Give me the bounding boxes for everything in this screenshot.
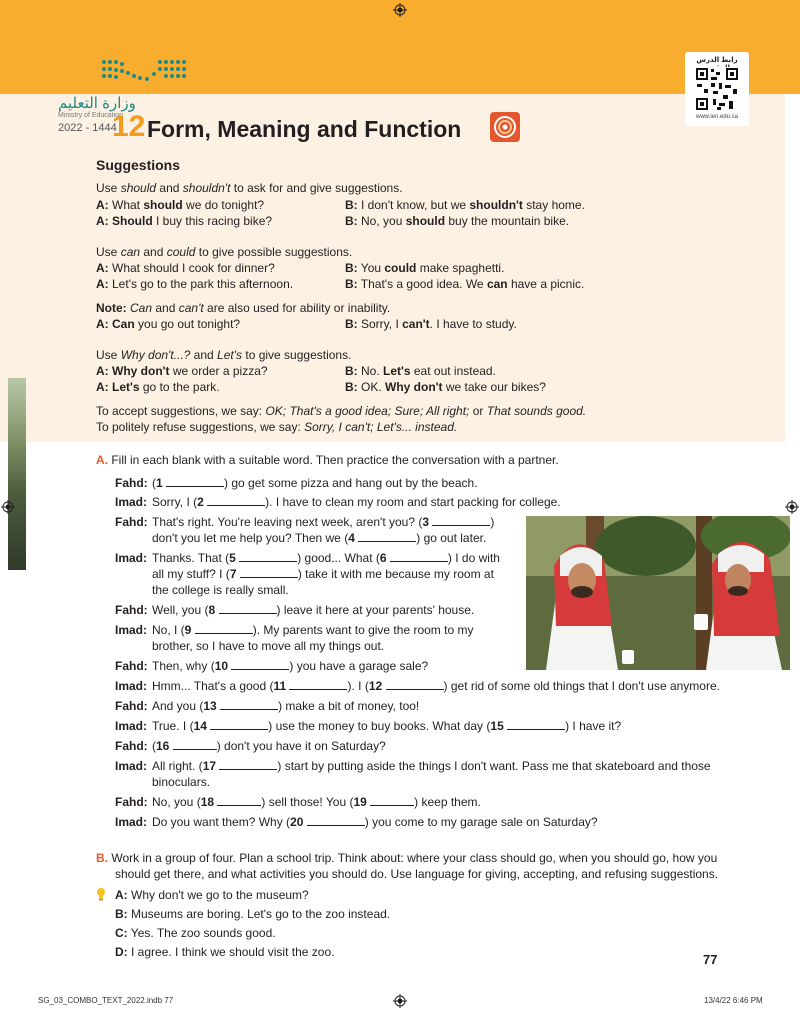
blank-number: 14 xyxy=(193,719,207,733)
example-line xyxy=(115,907,390,922)
dialogue-text: binoculars. xyxy=(152,775,211,789)
example-line xyxy=(115,926,276,941)
dialogue-text: leave it here at your parents' house. xyxy=(280,603,475,617)
dialogue-text: ) xyxy=(490,515,495,529)
dialogue-text: take it with me because my room at xyxy=(301,567,494,581)
dialogue-text: go out later. xyxy=(420,531,487,545)
dialogue-line xyxy=(152,658,428,674)
blank-number: 4 xyxy=(348,531,355,545)
dialogue-line xyxy=(152,622,473,638)
digital-resource-icon[interactable] xyxy=(490,112,520,142)
dialogue-text: ) xyxy=(261,795,266,809)
edition-year: 2022 - 1444 xyxy=(58,122,117,134)
ministry-english-name: Ministry of Education xyxy=(58,112,123,119)
example-a: A: Why don't we order a pizza? xyxy=(96,364,268,378)
edge-photo-strip xyxy=(8,378,26,570)
dialogue-text: ) xyxy=(565,719,570,733)
registration-mark-icon xyxy=(393,3,407,17)
dialogue-line xyxy=(152,678,720,694)
dialogue-text: No, I ( xyxy=(152,623,185,637)
speaker-label: Fahd: xyxy=(115,795,148,809)
dialogue-text: you come to my garage sale on Saturday? xyxy=(368,815,598,829)
speaker-label: D: xyxy=(115,945,128,959)
answer-blank[interactable] xyxy=(217,795,261,806)
dialogue-line xyxy=(152,566,494,582)
dialogue-text: ) xyxy=(216,739,221,753)
dialogue-text: Do you want them? Why ( xyxy=(152,815,291,829)
answer-blank[interactable] xyxy=(210,719,268,730)
dialogue-text: Well, you ( xyxy=(152,603,209,617)
dialogue-line xyxy=(152,774,210,790)
answer-blank[interactable] xyxy=(390,551,448,562)
blank-number: 9 xyxy=(184,623,192,637)
answer-blank[interactable] xyxy=(370,795,414,806)
dialogue-line xyxy=(152,514,494,530)
ministry-arabic-name: وزارة التعليم xyxy=(58,95,136,112)
dialogue-line xyxy=(152,550,500,566)
answer-blank[interactable] xyxy=(307,815,365,826)
registration-mark-icon xyxy=(393,994,407,1008)
example-a: A: What should I cook for dinner? xyxy=(96,261,275,275)
dialogue-text: sell those! You ( xyxy=(265,795,354,809)
dialogue-text: Then, why ( xyxy=(152,659,215,673)
answer-blank[interactable] xyxy=(207,495,265,506)
dialogue-line xyxy=(152,582,289,598)
dialogue-text: ) xyxy=(297,567,302,581)
dialogue-text: ) xyxy=(443,679,448,693)
dialogue-text: ) xyxy=(414,795,419,809)
speaker-label: Fahd: xyxy=(115,603,148,617)
answer-blank[interactable] xyxy=(173,739,217,750)
qr-code-panel[interactable] xyxy=(685,52,749,126)
dialogue-line xyxy=(152,814,598,830)
dialogue-text: ) xyxy=(276,603,281,617)
example-b: B: You could make spaghetti. xyxy=(345,261,505,275)
dialogue-text: don't you let me help you? Then we ( xyxy=(152,531,349,545)
photo-two-men-talking xyxy=(526,516,790,670)
dialogue-text: And you ( xyxy=(152,699,204,713)
dialogue-text: ) xyxy=(224,476,229,490)
answer-blank[interactable] xyxy=(195,623,253,634)
dialogue-text: No, you ( xyxy=(152,795,201,809)
blank-number: 13 xyxy=(203,699,217,713)
dialogue-line xyxy=(152,638,384,654)
speaker-label: C: xyxy=(115,926,128,940)
dialogue-line xyxy=(152,494,561,510)
example-a: A: Can you go out tonight? xyxy=(96,317,241,331)
exercise-b-instruction: B. Work in a group of four. Plan a school trip. Think about: where your class should go, when you should go, how you xyxy=(96,851,718,865)
blank-number: 16 xyxy=(156,739,170,753)
dialogue-text: All right. ( xyxy=(152,759,203,773)
speaker-label: Fahd: xyxy=(115,739,148,753)
answer-blank[interactable] xyxy=(358,531,416,542)
dialogue-text: ) xyxy=(278,699,283,713)
dialogue-text: the college is really small. xyxy=(152,583,289,597)
dialogue-text: ( xyxy=(152,476,156,490)
example-line xyxy=(115,945,334,960)
dialogue-text: go get some pizza and hang out by the beach. xyxy=(228,476,478,490)
blank-number: 5 xyxy=(229,551,236,565)
dialogue-text: make a bit of money, too! xyxy=(282,699,420,713)
blank-number: 6 xyxy=(379,551,387,565)
footer-file: SG_03_COMBO_TEXT_2022.indb 77 xyxy=(38,996,174,1005)
speaker-label: Imad: xyxy=(115,623,148,637)
dialogue-text: I have it? xyxy=(569,719,622,733)
dialogue-line xyxy=(152,718,621,734)
dialogue-text: . I have to clean my room and start packing for college. xyxy=(269,495,561,509)
dialogue-line xyxy=(152,758,711,774)
dialogue-text: ) xyxy=(416,531,421,545)
registration-mark-icon xyxy=(785,500,799,514)
exercise-a-instruction: A. Fill in each blank with a suitable word. Then practice the conversation with a partner. xyxy=(96,453,559,467)
speaker-label: Fahd: xyxy=(115,699,148,713)
blank-number: 19 xyxy=(353,795,367,809)
example-a: A: What should we do tonight? xyxy=(96,198,265,212)
speaker-label: Imad: xyxy=(115,719,148,733)
rule-can-could: Use can and could to give possible suggestions. xyxy=(96,245,353,259)
dialogue-text: all my stuff? I ( xyxy=(152,567,230,581)
example-b: B: OK. Why don't we take our bikes? xyxy=(345,380,546,394)
example-b: B: No, you should buy the mountain bike. xyxy=(345,214,570,228)
blank-number: 10 xyxy=(214,659,229,673)
dialogue-text: ) xyxy=(297,551,302,565)
blank-number: 2 xyxy=(197,495,204,509)
answer-blank[interactable] xyxy=(507,719,565,730)
dialogue-text: keep them. xyxy=(418,795,481,809)
dialogue-text: ) xyxy=(347,679,352,693)
dialogue-text: Thanks. That ( xyxy=(152,551,230,565)
answer-blank[interactable] xyxy=(219,603,277,614)
page-title: Form, Meaning and Function xyxy=(147,116,462,142)
speaker-label: Fahd: xyxy=(115,659,148,673)
dialogue-text: ) xyxy=(252,623,257,637)
dialogue-text: ( xyxy=(152,739,156,753)
dialogue-text: That's right. You're leaving next week, aren't you? ( xyxy=(152,515,423,529)
answer-blank[interactable] xyxy=(220,699,278,710)
answer-blank[interactable] xyxy=(240,567,298,578)
answer-blank[interactable] xyxy=(289,679,347,690)
dialogue-text: I do with xyxy=(451,551,500,565)
dialogue-line xyxy=(152,698,419,714)
footer-date: 13/4/22 6:46 PM xyxy=(704,996,763,1005)
speaker-label: Imad: xyxy=(115,815,148,829)
blank-number: 3 xyxy=(422,515,430,529)
example-b: B: I don't know, but we shouldn't stay home. xyxy=(345,198,585,212)
blank-number: 15 xyxy=(490,719,504,733)
dialogue-text: ) xyxy=(277,759,282,773)
example-b: B: That's a good idea. We can have a picnic. xyxy=(345,277,585,291)
dialogue-text: ) xyxy=(447,551,452,565)
qr-url: www.ien.edu.sa xyxy=(695,114,739,120)
dialogue-text: . My parents want to give the room to my xyxy=(256,623,474,637)
blank-number: 1 xyxy=(156,476,163,490)
blank-number: 11 xyxy=(273,679,287,693)
ministry-logo-icon xyxy=(100,56,190,86)
dialogue-text: get rid of some old things that I don't use anymore. xyxy=(447,679,720,693)
unit-number: 12 xyxy=(112,110,146,143)
answer-blank[interactable] xyxy=(386,679,444,690)
dialogue-line xyxy=(152,475,478,491)
dialogue-text: start by putting aside the things I don't want. Pass me that skateboard and those xyxy=(281,759,711,773)
speaker-label: A: xyxy=(115,888,128,902)
dialogue-text: brother, so I have to move all my things out. xyxy=(152,639,385,653)
speaker-label: Imad: xyxy=(115,679,148,693)
dialogue-line xyxy=(152,794,481,810)
qr-label: رابط الدرس xyxy=(696,57,738,64)
example-b: B: No. Let's eat out instead. xyxy=(345,364,496,378)
qr-code-icon[interactable] xyxy=(695,67,739,111)
example-a: A: Should I buy this racing bike? xyxy=(96,214,273,228)
speaker-label: Imad: xyxy=(115,551,148,565)
blank-number: 17 xyxy=(202,759,217,773)
speaker-label: Fahd: xyxy=(115,476,148,490)
speaker-label: Fahd: xyxy=(115,515,148,529)
dialogue-text: Sorry, I ( xyxy=(152,495,198,509)
registration-mark-icon xyxy=(1,500,15,514)
blank-number: 20 xyxy=(290,815,304,829)
blank-number: 7 xyxy=(229,567,237,581)
accept-note: To accept suggestions, we say: OK; That's a good idea; Sure; All right; or That sounds good. xyxy=(96,404,587,418)
dialogue-text: ) xyxy=(364,815,369,829)
example-text: Museums are boring. Let's go to the zoo instead. xyxy=(131,907,391,921)
answer-blank[interactable] xyxy=(239,551,297,562)
example-text: I agree. I think we should visit the zoo. xyxy=(131,945,335,959)
dialogue-line xyxy=(152,530,486,546)
dialogue-text: ) xyxy=(265,495,270,509)
note: Note: Can and can't are also used for ability or inability. xyxy=(96,301,391,315)
answer-blank[interactable] xyxy=(219,759,277,770)
example-text: Why don't we go to the museum? xyxy=(131,888,309,902)
section-heading: Suggestions xyxy=(96,157,181,173)
dialogue-text: ) xyxy=(289,659,294,673)
rule-should: Use should and shouldn't to ask for and give suggestions. xyxy=(96,181,403,195)
page-number: 77 xyxy=(703,952,718,967)
example-a: A: Let's go to the park. xyxy=(96,380,220,394)
example-line xyxy=(115,888,309,903)
rule-why-dont: Use Why don't...? and Let's to give suggestions. xyxy=(96,348,352,362)
dialogue-line xyxy=(152,738,386,754)
lightbulb-icon xyxy=(96,887,106,901)
blank-number: 8 xyxy=(208,603,216,617)
dialogue-line xyxy=(152,602,474,618)
blank-number: 12 xyxy=(368,679,383,693)
speaker-label: Imad: xyxy=(115,759,148,773)
dialogue-text: you have a garage sale? xyxy=(293,659,429,673)
dialogue-text: ) xyxy=(268,719,273,733)
dialogue-text: don't you have it on Saturday? xyxy=(220,739,386,753)
example-b: B: Sorry, I can't. I have to study. xyxy=(345,317,517,331)
dialogue-text: good... What ( xyxy=(301,551,380,565)
refuse-note: To politely refuse suggestions, we say: Sorry, I can't; Let's... instead. xyxy=(96,420,458,434)
dialogue-text: use the money to buy books. What day ( xyxy=(272,719,491,733)
speaker-label: Imad: xyxy=(115,495,148,509)
exercise-b-instruction-cont: should get there, and what activities you should do. Use language for giving, accepting, and refusing suggestions. xyxy=(115,867,719,881)
example-a: A: Let's go to the park this afternoon. xyxy=(96,277,294,291)
answer-blank[interactable] xyxy=(231,659,289,670)
blank-number: 18 xyxy=(200,795,215,809)
dialogue-text: . I ( xyxy=(351,679,369,693)
answer-blank[interactable] xyxy=(166,476,224,487)
speaker-label: B: xyxy=(115,907,128,921)
example-text: Yes. The zoo sounds good. xyxy=(130,926,276,940)
dialogue-text: True. I ( xyxy=(152,719,194,733)
dialogue-text: Hmm... That's a good ( xyxy=(152,679,274,693)
answer-blank[interactable] xyxy=(432,515,490,526)
